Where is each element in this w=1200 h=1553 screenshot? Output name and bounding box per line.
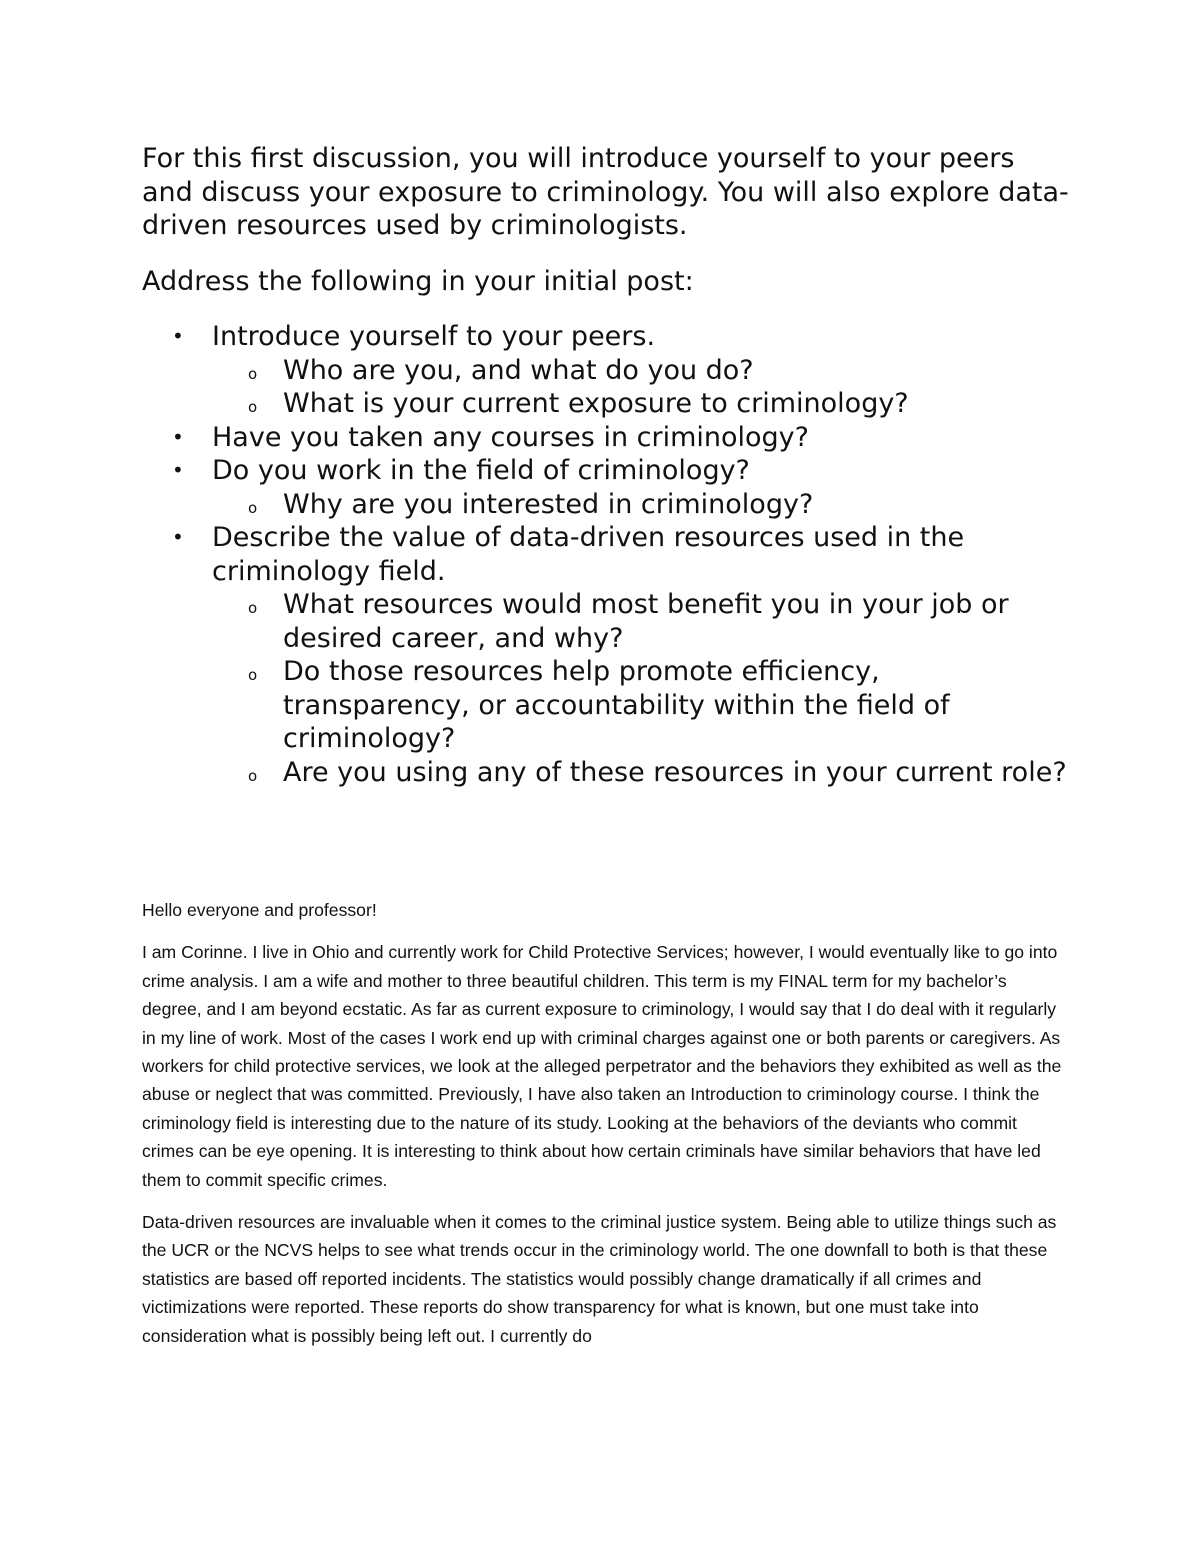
prompt-sub-bullet <box>212 756 1072 790</box>
sub-bullet-icon: o <box>248 364 258 383</box>
prompt-bullet <box>142 454 1072 521</box>
bullet-icon: • <box>172 458 184 482</box>
prompt-bullet <box>142 320 1072 421</box>
bullet-icon: • <box>172 324 184 348</box>
bullet-icon: • <box>172 525 184 549</box>
response-greeting: Hello everyone and professor! <box>142 900 377 920</box>
prompt-sub-bullet-text: What is your current exposure to criminology? <box>283 388 909 419</box>
prompt-sub-bullet <box>212 354 1072 388</box>
sub-bullet-icon: o <box>248 766 258 785</box>
student-response <box>142 896 1062 1364</box>
prompt-bullet <box>142 521 1072 789</box>
prompt-sub-list <box>212 488 1072 522</box>
discussion-prompt <box>142 142 1072 789</box>
sub-bullet-icon: o <box>248 599 258 617</box>
sub-bullet-icon: o <box>248 666 258 684</box>
bullet-icon: • <box>172 424 184 449</box>
prompt-bullet <box>142 421 1072 455</box>
prompt-sub-bullet <box>212 488 1072 522</box>
prompt-sub-bullet-text: What resources would most benefit you in your job or desired career, and why? <box>283 589 1009 654</box>
prompt-bullet-text: Describe the value of data-driven resources used in the criminology field. <box>212 522 965 587</box>
prompt-sub-bullet <box>212 655 1072 756</box>
prompt-bullet-text: Have you taken any courses in criminology? <box>212 421 809 453</box>
prompt-intro: For this first discussion, you will introduce yourself to your peers and discuss your exposure to criminology. You will also explore data-driven resources used by criminologists. <box>142 143 1069 241</box>
prompt-address-heading: Address the following in your initial post: <box>142 265 694 297</box>
prompt-bullet-list <box>142 320 1072 789</box>
prompt-sub-bullet-text: Who are you, and what do you do? <box>283 354 754 386</box>
prompt-sub-bullet-text: Are you using any of these resources in your current role? <box>283 756 1067 788</box>
prompt-sub-list <box>212 588 1072 789</box>
prompt-bullet-text: Introduce yourself to your peers. <box>212 321 656 352</box>
prompt-sub-bullet-text: Do those resources help promote efficiency, transparency, or accountability within the field of criminology? <box>283 656 950 754</box>
prompt-sub-bullet <box>212 588 1072 655</box>
prompt-sub-bullet <box>212 387 1072 421</box>
prompt-sub-list <box>212 354 1072 421</box>
response-paragraph: Data-driven resources are invaluable when it comes to the criminal justice system. Being able to utilize things such as the UCR or the NCVS helps to see what trends occur in the criminology world. The one downfall to both is that these statistics are based off reported incidents. The statistics would possibly change dramatically if all crimes and victimizations were reported. These reports do show transparency for what is known, but one must take into consideration what is possibly being left out. I currently do <box>142 1212 1057 1346</box>
prompt-sub-bullet-text: Why are you interested in criminology? <box>283 488 814 520</box>
prompt-bullet-text: Do you work in the field of criminology? <box>212 455 750 486</box>
sub-bullet-icon: o <box>248 498 258 517</box>
response-paragraph: I am Corinne. I live in Ohio and currently work for Child Protective Services; however, I would eventually like to go into crime analysis. I am a wife and mother to three beautiful children. This term is my FINAL term for my bachelor’s degree, and I am beyond ecstatic. As far as current exposure to criminology, I would say that I do deal with it regularly in my line of work. Most of the cases I work end up with criminal charges against one or both parents or caregivers. As workers for child protective services, we look at the alleged perpetrator and the behaviors they exhibited as well as the abuse or neglect that was committed. Previously, I have also taken an Introduction to criminology course. I think the criminology field is interesting due to the nature of its study. Looking at the behaviors of the deviants who commit crimes can be eye opening. It is interesting to think about how certain criminals have similar behaviors that have led them to commit specific crimes. <box>142 942 1062 1190</box>
sub-bullet-icon: o <box>248 398 258 416</box>
